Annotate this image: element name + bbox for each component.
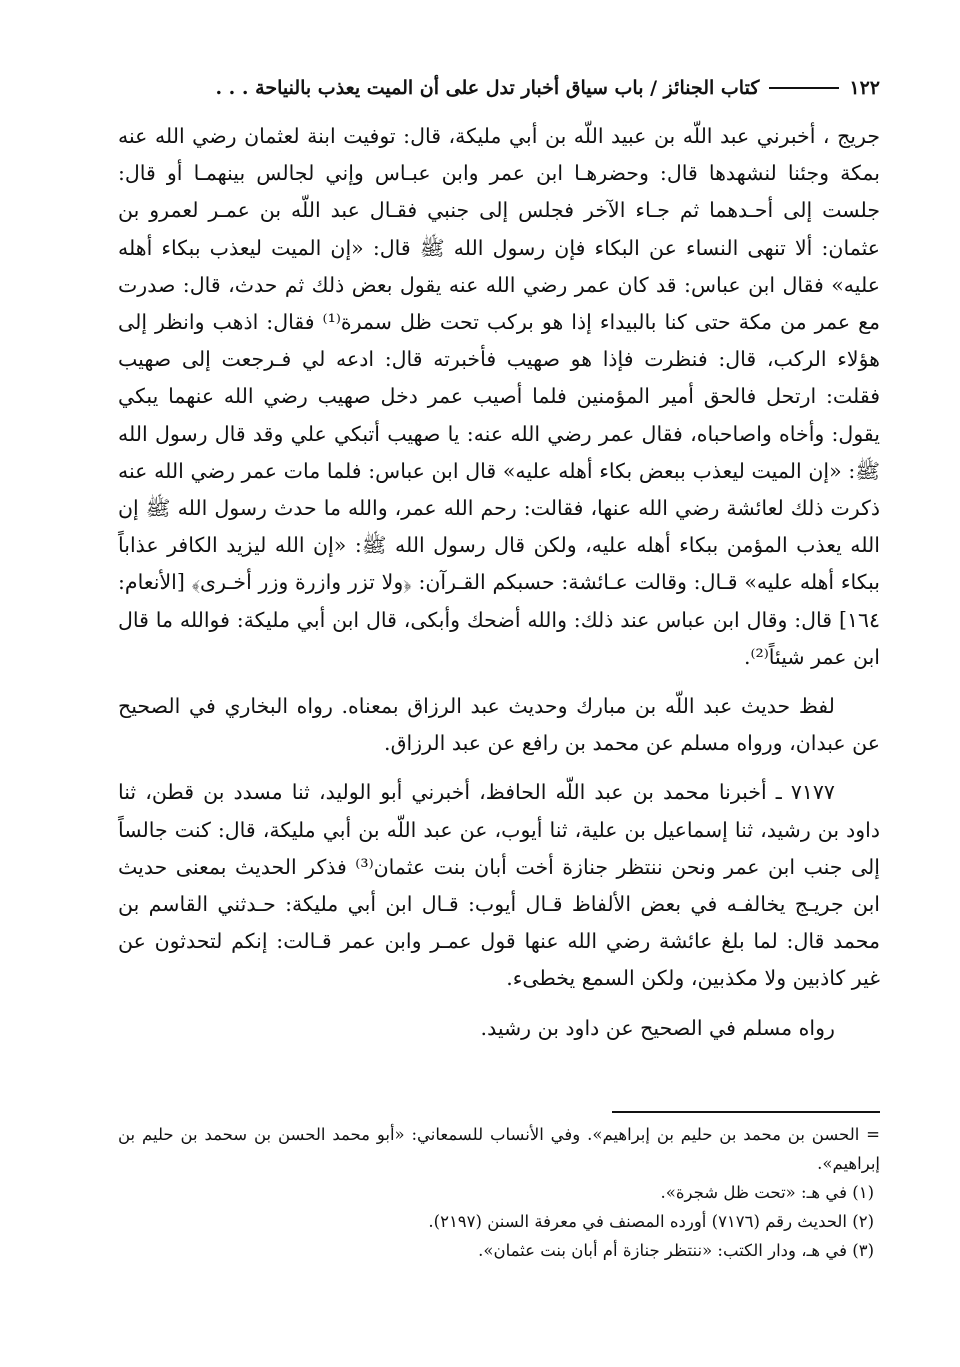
header-rule (769, 87, 839, 89)
main-text (118, 118, 880, 1047)
footnote-1: (١) في هـ: «تحت ظل شجرة». (660, 1183, 874, 1202)
footnote-3: (٣) في هـ، ودار الكتب: «ننتظر جنازة أم أبان بنت عثمان». (478, 1241, 874, 1260)
footnote-2: (٢) الحديث رقم (٧١٧٦) أورده المصنف في معرفة السنن (٢١٩٧). (428, 1212, 874, 1231)
running-header (118, 68, 880, 108)
footnotes (118, 1120, 880, 1265)
paragraph-hadith-continuation: جريج ، أخبرني عبد اللّه بن عبيد اللّه بن أبي مليكة، قال: توفيت ابنة لعثمان رضي الله عنه بمكة وجئنا لنشهدها قال: وحضرهـا ابن عمر وابن عبـاس وإني لجالس بينهمـا أو قال: جلست إلى أحـدهما ثم جـاء الآخر فجلس إلى جنبي فقـال عبد اللّه بن عمـر لعمرو بن عثمان: ألا تنهى النساء عن البكاء فإن رسول الله ﷺ قال: «إن الميت ليعذب ببكاء أهله عليه» فقال ابن عباس: قد كان عمر رضي الله عنه يقول بعض ذلك ثم حدث، قال: صدرت مع عمر من مكة حتى كنا بالبيداء إذا هو بركب تحت ظل سمرة⁽¹⁾ فقال: اذهب وانظر إلى هؤلاء الركب، قال: فنظرت فإذا هو صهيب فأخبرته قال: ادعه لي فـرجعت إلى صهيب فقلت: ارتحل فالحق أمير المؤمنين فلما أصيب عمر دخل صهيب رضي الله عنهما يبكي يقول: وأخاه واصاحباه، فقال عمر رضي الله عنه: يا صهيب أتبكي علي وقد قال رسول الله ﷺ: «إن الميت ليعذب ببعض بكاء أهله عليه» قال ابن عباس: فلما مات عمر رضي الله عنه ذكرت ذلك لعائشة رضي الله عنها، فقالت: رحم الله عمر، والله ما حدث رسول الله ﷺ إن الله يعذب المؤمن ببكاء أهله عليه، ولكن قال رسول الله ﷺ: «إن الله ليزيد الكافر عذاباً ببكاء أهله عليه» قـال: وقالت عـائشة: حسبكم القـرآن: ﴿ولا تزر وازرة وزر أخـرى﴾ [الأنعام: ١٦٤] قال: وقال ابن عباس عند ذلك: والله أضحك وأبكى، قال ابن أبي مليكة: فوالله ما قال ابن عمر شيئاً⁽²⁾. (118, 124, 880, 669)
chapter-title: كتاب الجنائز / باب سياق أخبار تدل على أن الميت يعذب بالنياحة . . . (215, 77, 760, 99)
paragraph-hadith-7177: ٧١٧٧ ـ أخبرنا محمد بن عبد اللّه الحافظ، أخبرني أبو الوليد، ثنا مسدد بن قطن، ثنا داود بن رشيد، ثنا إسماعيل بن علية، ثنا أيوب، عن عبد اللّه بن أبي مليكة، قال: كنت جالساً إلى جنب ابن عمر ونحن ننتظر جنازة أخت أبان بنت عثمان⁽³⁾ فذكر الحديث بمعنى حديث ابن جريـج يخالفـه في بعض الألفاظ قـال أيوب: قـال ابن أبي مليكة: حـدثني القاسم بن محمد قال: لما بلغ عائشة رضي الله عنها قول عمـر وابن عمر قـالت: إنكم لتحدثون عن غير كاذبين ولا مكذبين، ولكن السمع يخطىء. (118, 780, 880, 991)
footnote-continuation: = الحسن بن محمد بن حليم بن إبراهيم». وفي الأنساب للسمعاني: «أبو محمد الحسن بن سحمد بن حليم بن إبراهيم». (118, 1120, 880, 1178)
page-number: ١٢٢ (849, 77, 880, 99)
paragraph-commentary: لفظ حديث عبد اللّه بن مبارك وحديث عبد الرزاق بمعناه. رواه البخاري في الصحيح عن عبدان، ورواه مسلم عن محمد بن رافع عن عبد الرزاق. (118, 694, 880, 756)
paragraph-narration-note: رواه مسلم في الصحيح عن داود بن رشيد. (480, 1015, 835, 1040)
footnote-separator (612, 1111, 880, 1113)
